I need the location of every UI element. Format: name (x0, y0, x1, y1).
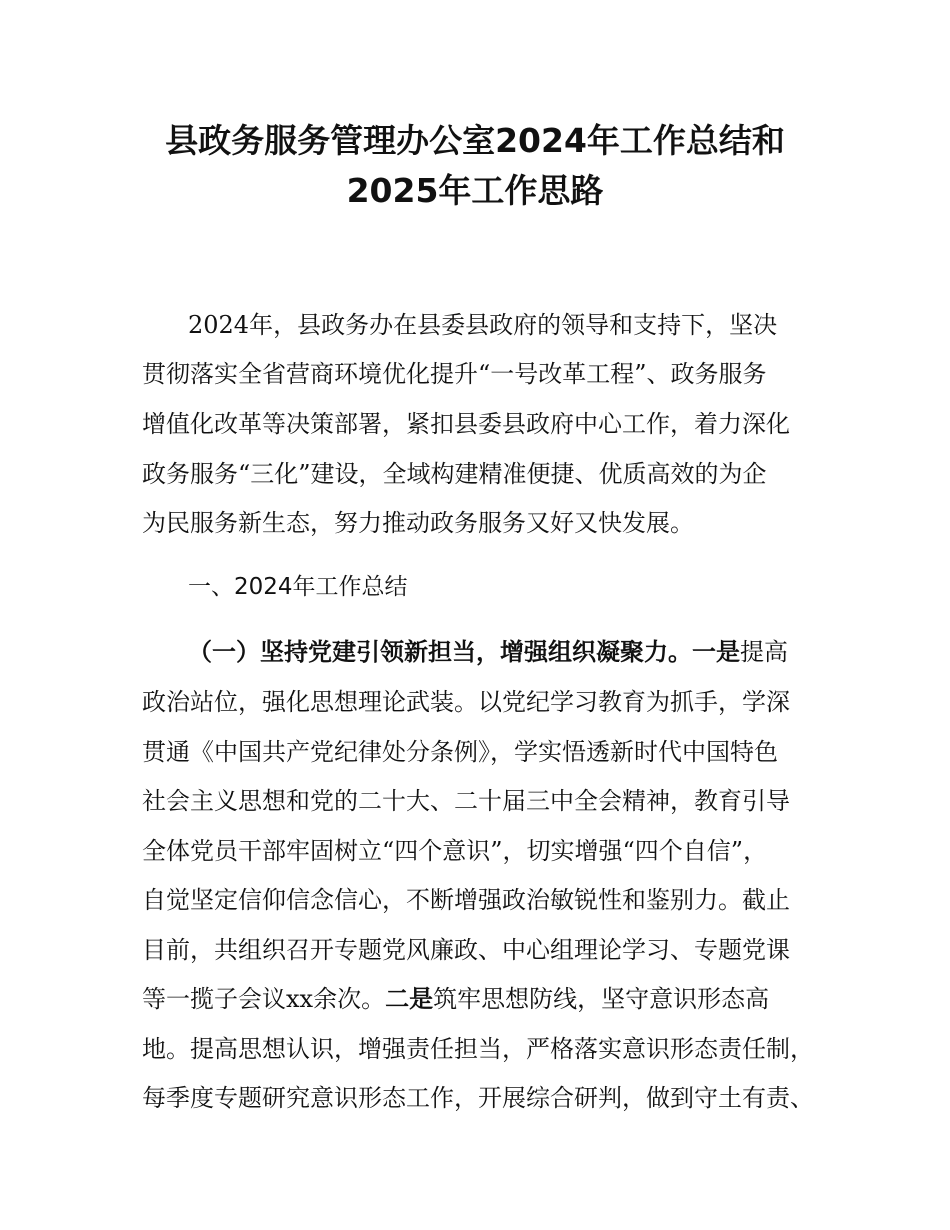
intro-paragraph-line: 2024年，县政务办在县委县政府的领导和支持下，坚决 (188, 311, 778, 339)
body-paragraph-line: 地。提高思想认识，增强责任担当，严格落实意识形态责任制， (142, 1035, 814, 1063)
body-paragraph-line: 目前，共组织召开专题党风廉政、中心组理论学习、专题党课 (142, 936, 790, 964)
body-paragraph-line: 每季度专题研究意识形态工作，开展综合研判，做到守土有责、 (142, 1084, 814, 1112)
intro-paragraph-line: 增值化改革等决策部署，紧扣县委县政府中心工作，着力深化 (142, 410, 790, 438)
body-paragraph-line: 社会主义思想和党的二十大、二十届三中全会精神，教育引导 (142, 787, 790, 815)
intro-paragraph-line: 政务服务“三化”建设，全域构建精准便捷、优质高效的为企 (142, 460, 767, 488)
point-marker: 一是 (692, 638, 740, 666)
point-marker: 二是 (385, 985, 434, 1013)
body-paragraph-line: 贯通《中国共产党纪律处分条例》，学实悟透新时代中国特色 (142, 738, 778, 766)
subsection-heading: （一）坚持党建引领新担当，增强组织凝聚力。 (188, 638, 692, 666)
subsection-heading-line (188, 640, 822, 664)
section-heading: 一、2024年工作总结 (188, 574, 408, 600)
intro-paragraph-line: 为民服务新生态，努力推动政务服务又好又快发展。 (142, 509, 694, 537)
body-paragraph-line (142, 987, 822, 1011)
body-paragraph-line: 自觉坚定信仰信念信心，不断增强政治敏锐性和鉴别力。截止 (142, 886, 790, 914)
document-title-line-2: 2025年工作思路 (346, 171, 604, 210)
body-text: 提高 (740, 638, 788, 666)
body-text: 筑牢思想防线，坚守意识形态高 (433, 985, 770, 1013)
document-title-line-1: 县政务服务管理办公室2024年工作总结和 (165, 121, 785, 160)
body-paragraph-line: 政治站位，强化思想理论武装。以党纪学习教育为抓手，学深 (142, 688, 790, 716)
intro-paragraph-line: 贯彻落实全省营商环境优化提升“一号改革工程”、政务服务 (142, 360, 767, 388)
body-text: 等一揽子会议xx余次。 (142, 985, 386, 1013)
body-paragraph-line: 全体党员干部牢固树立“四个意识”，切实增强“四个自信”， (142, 837, 768, 865)
